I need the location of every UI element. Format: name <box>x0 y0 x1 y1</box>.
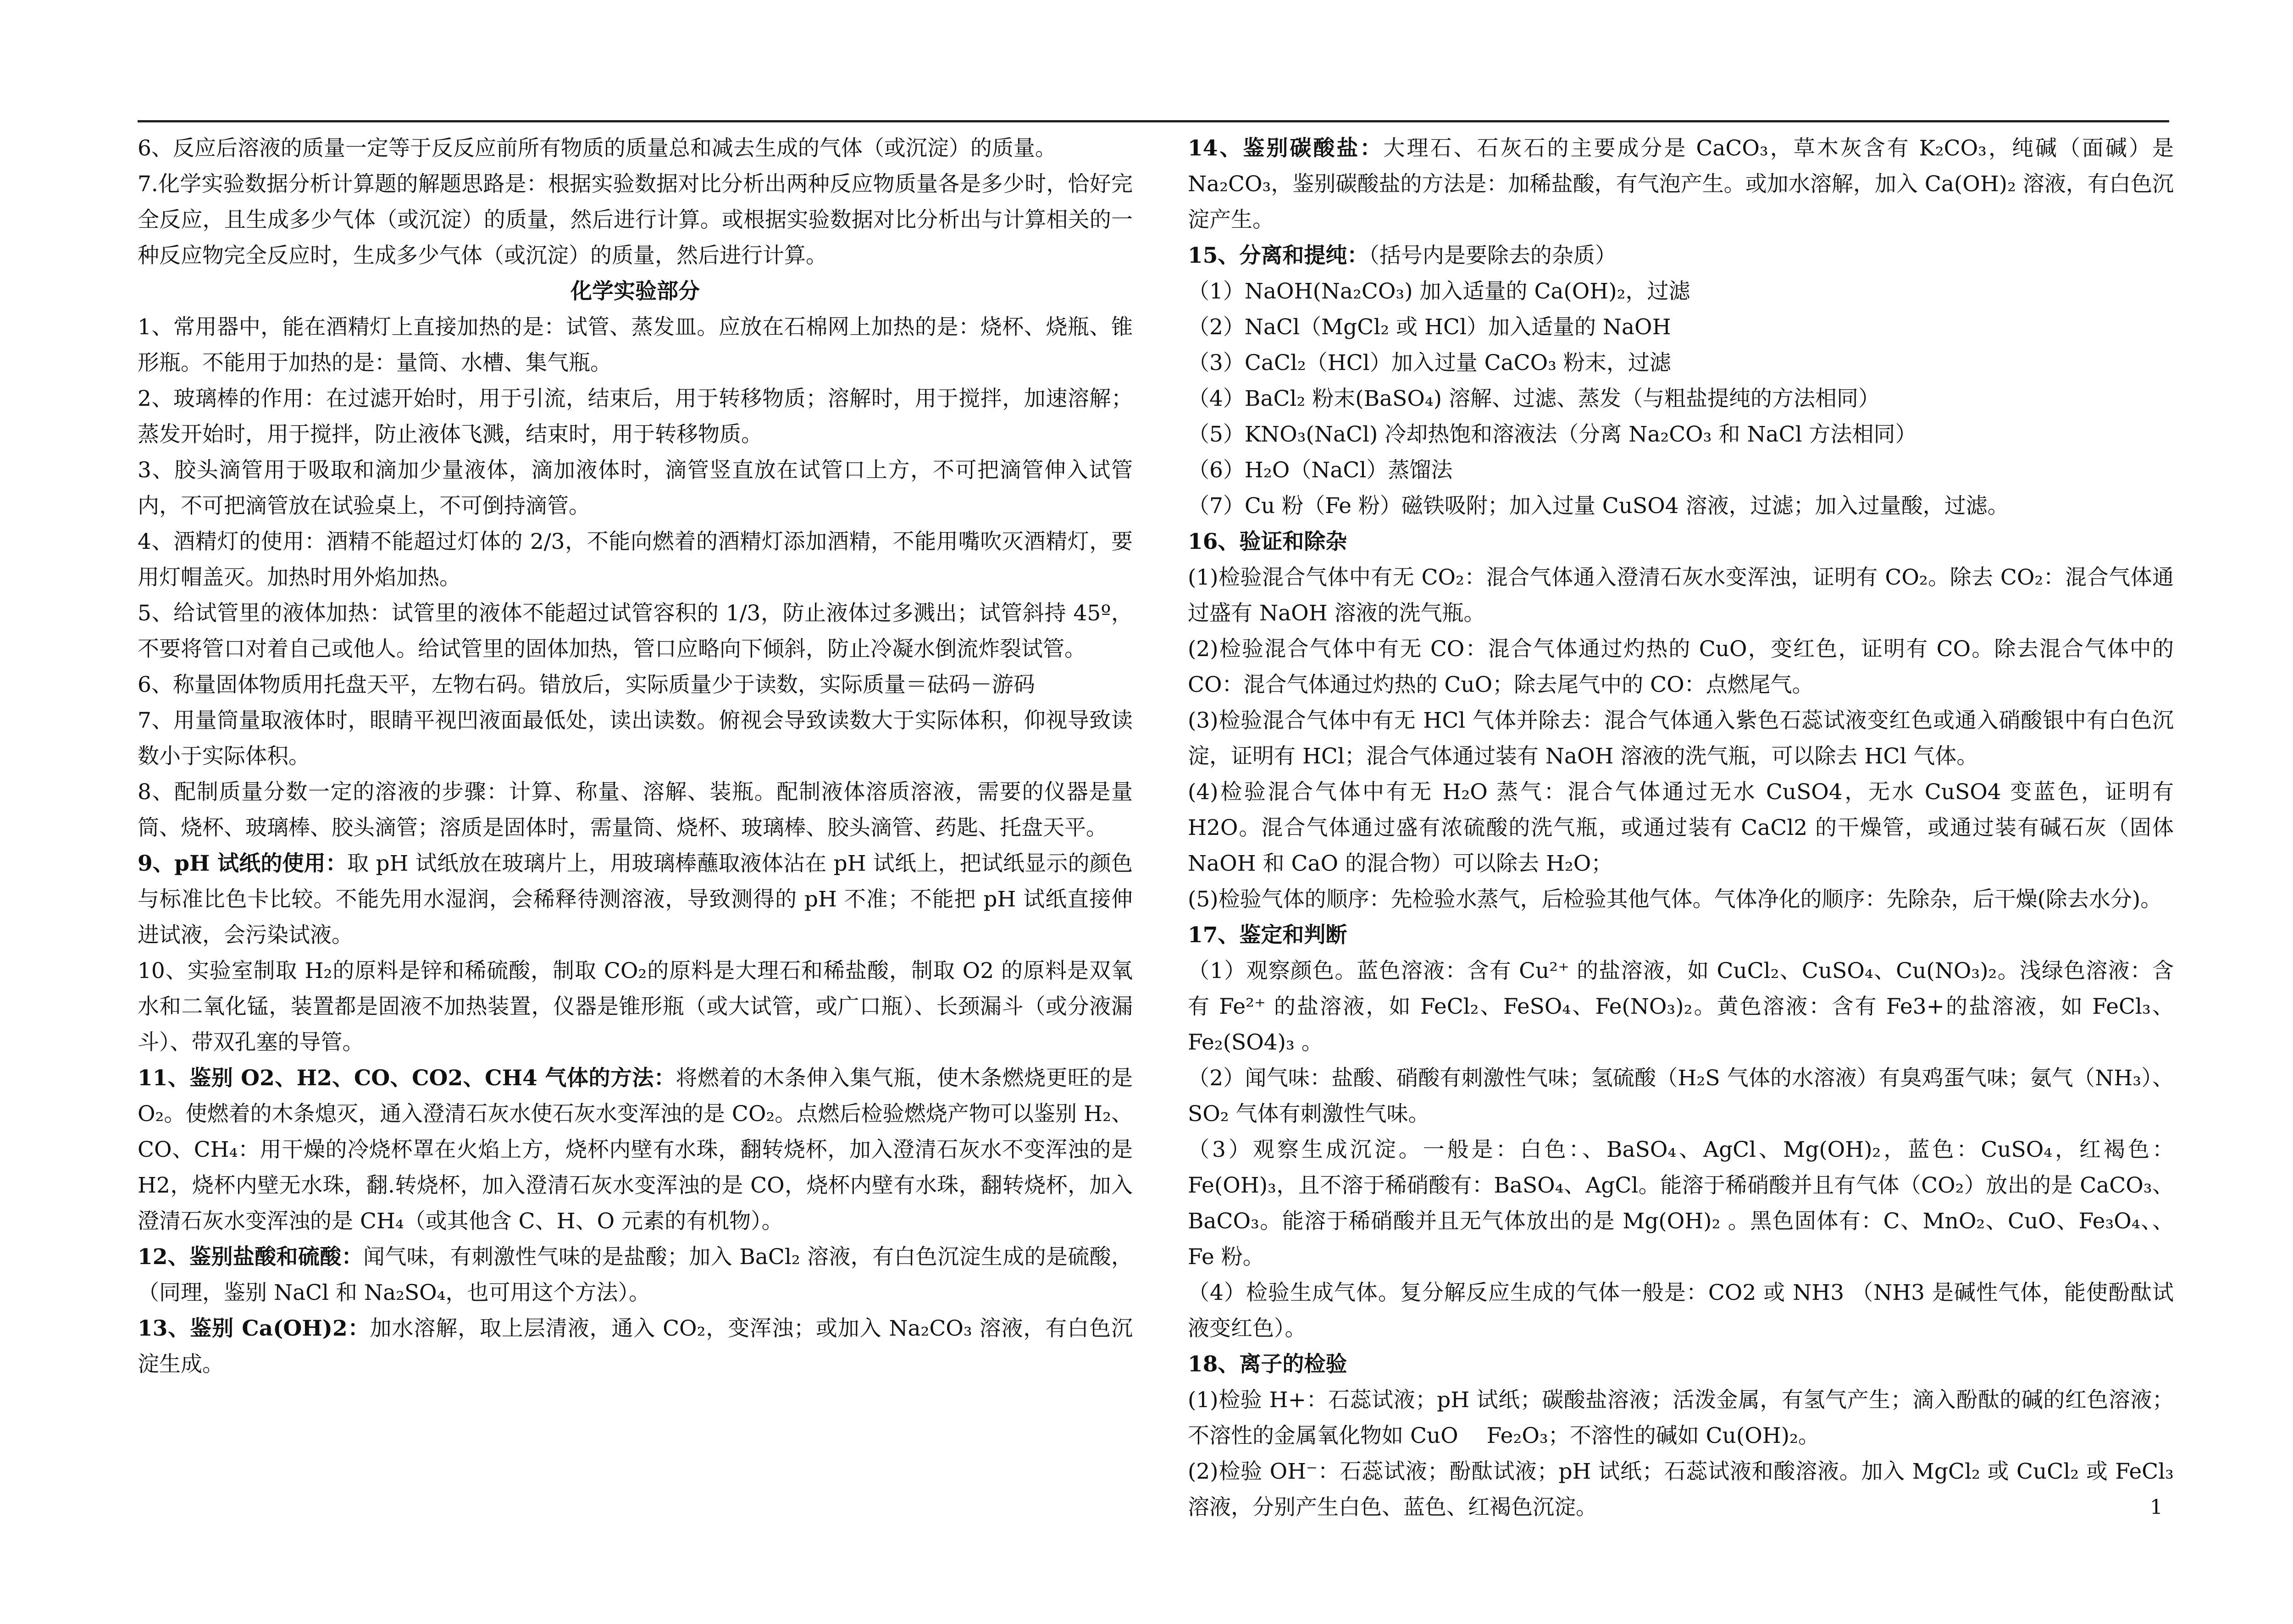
paragraph: (2)检验 OH⁻：石蕊试液；酚酞试液；pH 试纸；石蕊试液和酸溶液。加入 MgCl₂ 或 CuCl₂ 或 FeCl₃ 溶液，分别产生白色、蓝色、红褐色沉淀。 <box>1188 1459 2174 1520</box>
top-rule <box>138 120 2169 122</box>
right-column <box>1188 131 2174 1525</box>
paragraph: (5)检验气体的顺序：先检验水蒸气，后检验其他气体。气体净化的顺序：先除杂，后干燥(除去水分)。 <box>1188 887 2162 912</box>
paragraph-lead: 9、pH 试纸的使用： <box>138 851 348 876</box>
paragraph: 4、酒精灯的使用：酒精不能超过灯体的 2/3，不能向燃着的酒精灯添加酒精，不能用嘴吹灭酒精灯，要用灯帽盖灭。加热时用外焰加热。 <box>138 529 1133 590</box>
paragraph <box>138 846 1133 953</box>
paragraph: (3)检验混合气体中有无 HCl 气体并除去：混合气体通入紫色石蕊试液变红色或通入硝酸银中有白色沉淀，证明有 HCl；混合气体通过装有 NaOH 溶液的洗气瓶，可以除去 HCl 气体。 <box>1188 708 2174 769</box>
paragraph: （2）NaCl（MgCl₂ 或 HCl）加入适量的 NaOH <box>1188 315 1671 340</box>
paragraph: (1)检验混合气体中有无 CO₂：混合气体通入澄清石灰水变浑浊，证明有 CO₂。除去 CO₂：混合气体通过盛有 NaOH 溶液的洗气瓶。 <box>1188 565 2174 626</box>
paragraph: (4)检验混合气体中有无 H₂O 蒸气：混合气体通过无水 CuSO4，无水 CuSO4 变蓝色，证明有 H2O。混合气体通过盛有浓硫酸的洗气瓶，或通过装有 CaCl2 的干燥管，或通过装有碱石灰（固体 NaOH 和 CaO 的混合物）可以除去 H₂O； <box>1188 779 2174 876</box>
paragraph <box>138 1061 1133 1239</box>
paragraph-body: （括号内是要除去的杂质） <box>1368 243 1617 268</box>
paragraph <box>1188 131 2174 238</box>
paragraph: 1、常用器中，能在酒精灯上直接加热的是：试管、蒸发皿。应放在石棉网上加热的是：烧杯、烧瓶、锥形瓶。不能用于加热的是：量筒、水槽、集气瓶。 <box>138 315 1133 376</box>
paragraph: 2、玻璃棒的作用：在过滤开始时，用于引流，结束后，用于转移物质；溶解时，用于搅拌，加速溶解；蒸发开始时，用于搅拌，防止液体飞溅，结束时，用于转移物质。 <box>138 386 1133 447</box>
paragraph: （4）BaCl₂ 粉末(BaSO₄) 溶解、过滤、蒸发（与粗盐提纯的方法相同） <box>1188 386 1880 411</box>
paragraph-body: 闻气味，有刺激性气味的是盐酸；加入 BaCl₂ 溶液，有白色沉淀生成的是硫酸，（同理，鉴别 NaCl 和 Na₂SO₄，也可用这个方法）。 <box>138 1244 1133 1305</box>
paragraph-lead: 13、鉴别 Ca(OH)2： <box>138 1316 370 1341</box>
paragraph: （6）H₂O（NaCl）蒸馏法 <box>1188 458 1453 483</box>
section-heading: 17、鉴定和判断 <box>1188 922 1347 948</box>
paragraph: (2)检验混合气体中有无 CO：混合气体通过灼热的 CuO，变红色，证明有 CO。除去混合气体中的 CO：混合气体通过灼热的 CuO；除去尾气中的 CO：点燃尾气。 <box>1188 636 2174 697</box>
paragraph: （1）NaOH(Na₂CO₃) 加入适量的 Ca(OH)₂，过滤 <box>1188 279 1690 304</box>
paragraph: 10、实验室制取 H₂的原料是锌和稀硫酸，制取 CO₂的原料是大理石和稀盐酸，制取 O2 的原料是双氧水和二氧化锰，装置都是固液不加热装置，仪器是锥形瓶（或大试管，或广口瓶）、长颈漏斗（或分液漏斗）、带双孔塞的导管。 <box>138 958 1133 1055</box>
paragraph: （7）Cu 粉（Fe 粉）磁铁吸附；加入过量 CuSO4 溶液，过滤；加入过量酸，过滤。 <box>1188 493 2009 519</box>
paragraph: (1)检验 H+：石蕊试液；pH 试纸；碳酸盐溶液；活泼金属，有氢气产生；滴入酚酞的碱的红色溶液；不溶性的金属氧化物如 CuO Fe₂O₃；不溶性的碱如 Cu(OH)₂。 <box>1188 1387 2174 1448</box>
section-title: 化学实验部分 <box>570 279 700 304</box>
left-column <box>138 131 1133 1382</box>
paragraph: 5、给试管里的液体加热：试管里的液体不能超过试管容积的 1/3，防止液体过多溅出；试管斜持 45º，不要将管口对着自己或他人。给试管里的固体加热，管口应略向下倾斜，防止冷凝水倒流炸裂试管。 <box>138 601 1133 662</box>
section-heading: 18、离子的检验 <box>1188 1352 1347 1377</box>
paragraph: 6、称量固体物质用托盘天平，左物右码。错放后，实际质量少于读数，实际质量＝砝码－游码 <box>138 672 1035 697</box>
paragraph <box>138 1311 1133 1382</box>
paragraph-body: 取 pH 试纸放在玻璃片上，用玻璃棒蘸取液体沾在 pH 试纸上，把试纸显示的颜色与标准比色卡比较。不能先用水湿润，会稀释待测溶液，导致测得的 pH 不准；不能把 pH 试纸直接伸进试液，会污染试液。 <box>138 851 1133 948</box>
paragraph: （3）CaCl₂（HCl）加入过量 CaCO₃ 粉末，过滤 <box>1188 350 1671 376</box>
paragraph <box>1188 238 2174 274</box>
paragraph: （1）观察颜色。蓝色溶液：含有 Cu²⁺ 的盐溶液，如 CuCl₂、CuSO₄、Cu(NO₃)₂。浅绿色溶液：含有 Fe²⁺ 的盐溶液，如 FeCl₂、FeSO₄、Fe(NO₃)₂。黄色溶液：含有 Fe3+的盐溶液，如 FeCl₃、Fe₂(SO4)₃ 。 <box>1188 958 2174 1055</box>
paragraph-body: 加水溶解，取上层清液，通入 CO₂，变浑浊；或加入 Na₂CO₃ 溶液，有白色沉淀生成。 <box>138 1316 1133 1377</box>
paragraph: （2）闻气味：盐酸、硝酸有刺激性气味；氢硫酸（H₂S 气体的水溶液）有臭鸡蛋气味；氨气（NH₃）、SO₂ 气体有刺激性气味。 <box>1188 1066 2174 1127</box>
paragraph: 8、配制质量分数一定的溶液的步骤：计算、称量、溶解、装瓶。配制液体溶质溶液，需要的仪器是量筒、烧杯、玻璃棒、胶头滴管；溶质是固体时，需量筒、烧杯、玻璃棒、胶头滴管、药匙、托盘天平。 <box>138 779 1133 840</box>
paragraph-body: 大理石、石灰石的主要成分是 CaCO₃，草木灰含有 K₂CO₃，纯碱（面碱）是 Na₂CO₃，鉴别碳酸盐的方法是：加稀盐酸，有气泡产生。或加水溶解，加入 Ca(OH)₂ 溶液，有白色沉淀产生。 <box>1188 136 2174 232</box>
paragraph-body: 将燃着的木条伸入集气瓶，使木条燃烧更旺的是 O₂。使燃着的木条熄灭，通入澄清石灰水使石灰水变浑浊的是 CO₂。点燃后检验燃烧产物可以鉴别 H₂、CO、CH₄：用干燥的冷烧杯罩在火焰上方，烧杯内壁有水珠，翻转烧杯，加入澄清石灰水不变浑浊的是 H2，烧杯内壁无水珠，翻.转烧杯，加入澄清石灰水变浑浊的是 CO，烧杯内壁有水珠，翻转烧杯，加入澄清石灰水变浑浊的是 CH₄（或其他含 C、H、O 元素的有机物）。 <box>138 1066 1133 1234</box>
paragraph-lead: 11、鉴别 O2、H2、CO、CO2、CH4 气体的方法： <box>138 1066 676 1091</box>
paragraph: 7.化学实验数据分析计算题的解题思路是：根据实验数据对比分析出两种反应物质量各是多少时，恰好完全反应，且生成多少气体（或沉淀）的质量，然后进行计算。或根据实验数据对比分析出与计算相关的一种反应物完全反应时，生成多少气体（或沉淀）的质量，然后进行计算。 <box>138 171 1133 268</box>
paragraph: （3）观察生成沉淀。一般是：白色：、BaSO₄、AgCl、Mg(OH)₂，蓝色：CuSO₄，红褐色：Fe(OH)₃，且不溶于稀硝酸有：BaSO₄、AgCl。能溶于稀硝酸并且有气体（CO₂）放出的是 CaCO₃、BaCO₃。能溶于稀硝酸并且无气体放出的是 Mg(OH)₂ 。黑色固体有：C、MnO₂、CuO、Fe₃O₄、、Fe 粉。 <box>1188 1137 2174 1270</box>
paragraph-lead: 15、分离和提纯： <box>1188 243 1369 268</box>
paragraph-lead: 12、鉴别盐酸和硫酸： <box>138 1244 363 1270</box>
paragraph: 7、用量筒量取液体时，眼睛平视凹液面最低处，读出读数。俯视会导致读数大于实际体积，仰视导致读数小于实际体积。 <box>138 708 1133 769</box>
paragraph: （5）KNO₃(NaCl) 冷却热饱和溶液法（分离 Na₂CO₃ 和 NaCl 方法相同） <box>1188 422 1917 447</box>
paragraph: 6、反应后溶液的质量一定等于反反应前所有物质的质量总和减去生成的气体（或沉淀）的质量。 <box>138 136 1057 161</box>
paragraph: （4）检验生成气体。复分解反应生成的气体一般是：CO2 或 NH3 （NH3 是碱性气体，能使酚酞试液变红色）。 <box>1188 1280 2174 1341</box>
paragraph <box>138 1239 1133 1311</box>
paragraph: 3、胶头滴管用于吸取和滴加少量液体，滴加液体时，滴管竖直放在试管口上方，不可把滴管伸入试管内，不可把滴管放在试验桌上，不可倒持滴管。 <box>138 458 1133 519</box>
page-number: 1 <box>2150 1496 2163 1519</box>
paragraph-lead: 14、鉴别碳酸盐： <box>1188 136 1384 161</box>
section-heading: 16、验证和除杂 <box>1188 529 1347 554</box>
